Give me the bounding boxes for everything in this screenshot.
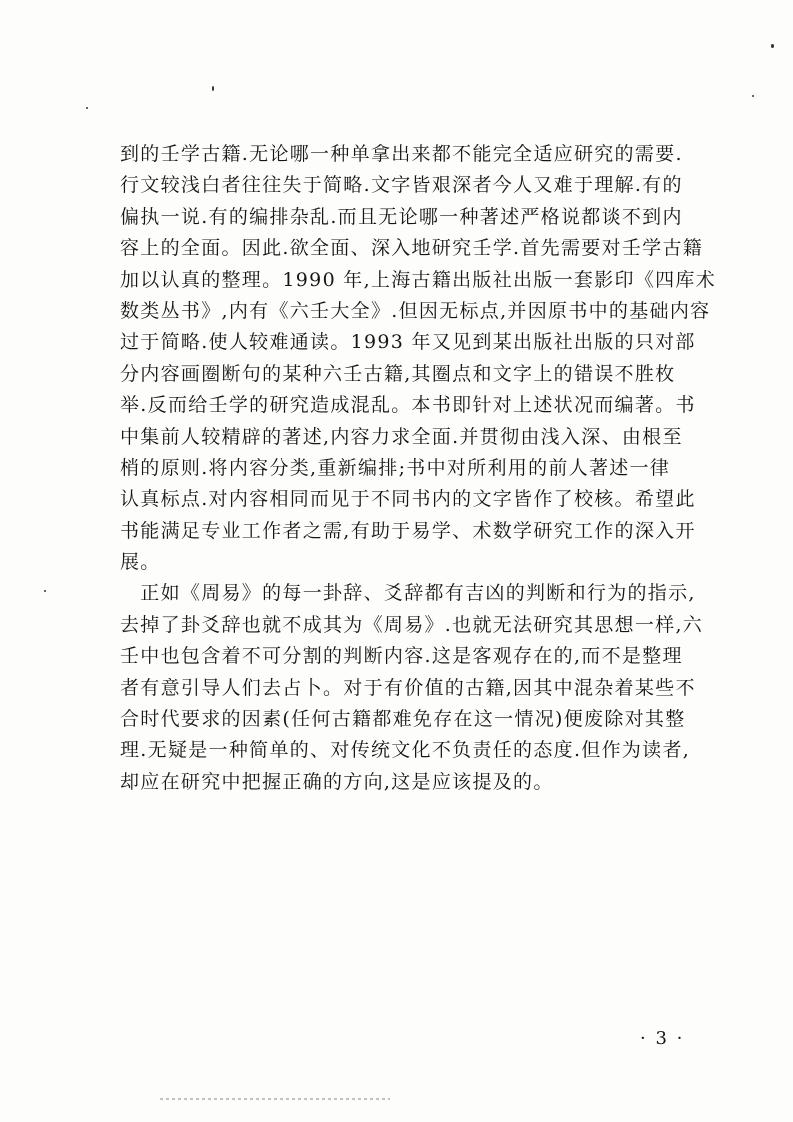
text-line: 理.无疑是一种简单的、对传统文化不负责任的态度.但作为读者, — [120, 739, 691, 762]
body-text — [120, 139, 715, 798]
page-number: · 3 · — [640, 1028, 685, 1049]
scan-speck — [86, 107, 88, 109]
text-line: 书能满足专业工作者之需,有助于易学、术数学研究工作的深入开 — [120, 519, 696, 542]
text-line: 却应在研究中把握正确的方向,这是应该提及的。 — [120, 770, 554, 793]
text-line: 正如《周易》的每一卦辞、爻辞都有吉凶的判断和行为的指示, — [120, 582, 696, 605]
text-line: 到的壬学古籍.无论哪一种单拿出来都不能完全适应研究的需要. — [120, 143, 683, 165]
text-line: 数类丛书》,内有《六壬大全》.但因无标点,并因原书中的基础内容 — [120, 299, 711, 322]
text-line: 展。 — [120, 551, 161, 574]
text-line: 合时代要求的因素(任何古籍都难免存在这一情况)便废除对其整 — [120, 708, 686, 731]
text-line: 偏执一说.有的编排杂乱.而且无论哪一种著述严格说都谈不到内 — [120, 205, 683, 228]
text-line: 中集前人较精辟的著述,内容力求全面.并贯彻由浅入深、由根至 — [120, 425, 683, 448]
text-line: 认真标点.对内容相同而见于不同书内的文字皆作了校核。希望此 — [120, 488, 696, 511]
scan-speck — [752, 95, 754, 97]
paragraph-1 — [120, 139, 715, 578]
text-line: 举.反而给壬学的研究造成混乱。本书即针对上述状况而编著。书 — [120, 394, 696, 417]
scan-speck — [212, 86, 214, 91]
text-line: 分内容画圈断句的某种六壬古籍,其圈点和文字上的错误不胜枚 — [120, 362, 676, 385]
scan-speck — [44, 590, 46, 592]
text-line: 过于简略.使人较难通读。1993 年又见到某出版社出版的只对部 — [120, 331, 696, 354]
text-line: 加以认真的整理。1990 年,上海古籍出版社出版一套影印《四库术 — [120, 268, 717, 291]
text-line: 者有意引导人们去占卜。对于有价值的古籍,因其中混杂着某些不 — [120, 676, 696, 699]
scan-speck — [771, 44, 774, 48]
paragraph-2 — [120, 578, 715, 798]
text-line: 去掉了卦爻辞也就不成其为《周易》.也就无法研究其思想一样,六 — [120, 613, 704, 636]
text-line: 容上的全面。因此.欲全面、深入地研究壬学.首先需要对壬学古籍 — [120, 237, 704, 260]
text-line: 壬中也包含着不可分割的判断内容.这是客观存在的,而不是整理 — [120, 645, 683, 668]
scan-artifact-strip — [160, 1098, 390, 1100]
text-line: 行文较浅白者往往失于简略.文字皆艰深者今人又难于理解.有的 — [120, 174, 683, 197]
text-line: 梢的原则.将内容分类,重新编排;书中对所利用的前人著述一律 — [120, 456, 671, 479]
